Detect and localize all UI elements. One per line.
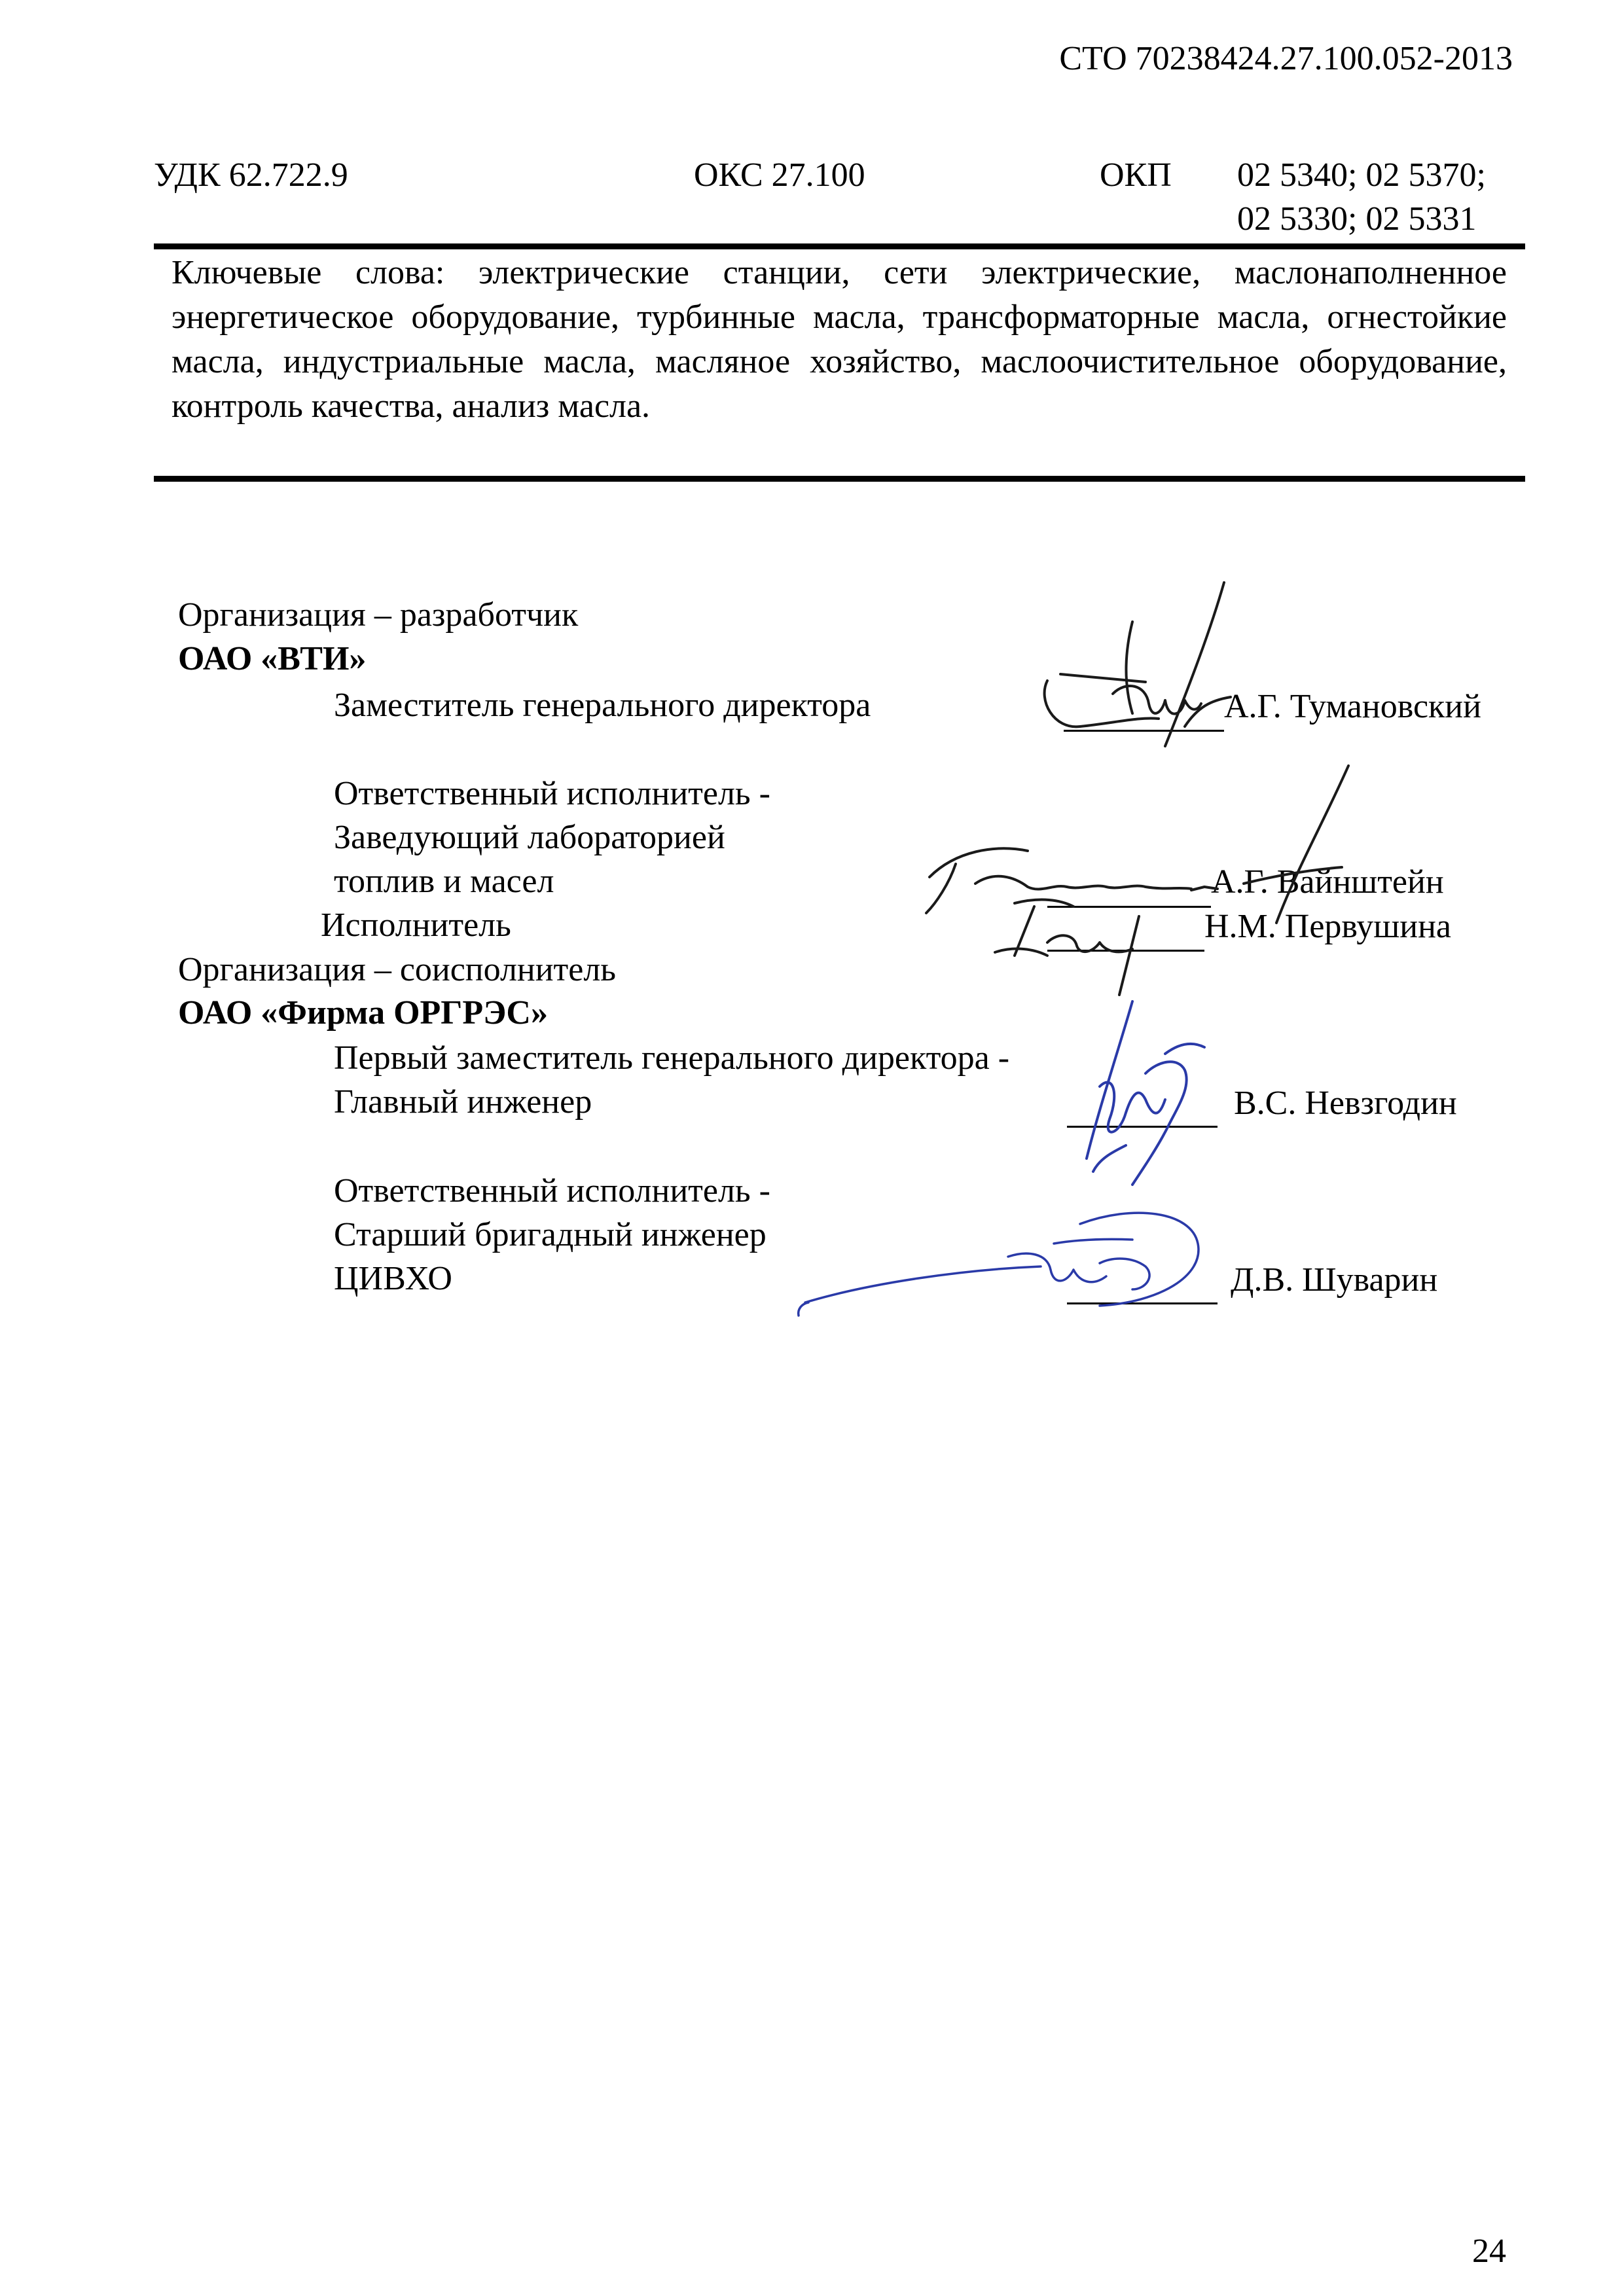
developer-org-label: Организация – разработчик xyxy=(178,596,579,634)
keywords-paragraph: Ключевые слова: электрические станции, сети электрические, маслонаполненное энергетическое оборудование, турбинные масла, трансформаторные масла, огнестойкие масла, индустриальные масла, масляное хозяйство, маслоочистительное оборудование, контроль качества, анализ масла. xyxy=(171,254,1507,425)
signer-5-name: Д.В. Шуварин xyxy=(1231,1261,1438,1299)
signer-4-position-line-2: Главный инженер xyxy=(334,1083,592,1121)
signature-nevzgodin xyxy=(1047,995,1270,1204)
signer-4-name: В.С. Невзгодин xyxy=(1234,1085,1457,1122)
signer-5-position-line-3: ЦИВХО xyxy=(334,1260,452,1297)
signature-shuvarin xyxy=(792,1191,1237,1335)
signer-5-position-line-1: Ответственный исполнитель - xyxy=(334,1172,770,1210)
signature-pervushina xyxy=(975,877,1250,1008)
okp-label: ОКП xyxy=(1100,156,1172,194)
signer-1-name: А.Г. Тумановский xyxy=(1224,688,1481,725)
keywords-bottom-rule xyxy=(154,476,1525,482)
signer-4-position-line-1: Первый заместитель генерального директора - xyxy=(334,1039,1010,1077)
udk-code: УДК 62.722.9 xyxy=(154,156,348,194)
co-developer-org-label: Организация – соисполнитель xyxy=(178,951,617,988)
standard-number: СТО 70238424.27.100.052-2013 xyxy=(1059,40,1513,77)
signer-5-position-line-2: Старший бригадный инженер xyxy=(334,1216,767,1253)
signer-2-name: А.Г. Вайнштейн xyxy=(1211,863,1444,901)
oks-code: ОКС 27.100 xyxy=(694,156,865,194)
signer-2-position-line-2: Заведующий лабораторией xyxy=(334,819,725,856)
signer-1-position: Заместитель генерального директора xyxy=(334,687,871,724)
signer-3-position: Исполнитель xyxy=(321,906,511,944)
okp-codes-line-1: 02 5340; 02 5370; xyxy=(1237,156,1486,194)
page-number: 24 xyxy=(1472,2233,1506,2270)
signer-2-position-line-1: Ответственный исполнитель - xyxy=(334,775,770,812)
co-developer-org-name: ОАО «Фирма ОРГРЭС» xyxy=(178,994,548,1031)
signer-2-position-line-3: топлив и масел xyxy=(334,863,554,900)
developer-org-name: ОАО «ВТИ» xyxy=(178,640,367,677)
signer-3-name: Н.М. Первушина xyxy=(1204,908,1451,945)
okp-codes-line-2: 02 5330; 02 5331 xyxy=(1237,200,1477,238)
signature-tumanovsky xyxy=(1034,569,1270,766)
keywords-top-rule xyxy=(154,243,1525,249)
